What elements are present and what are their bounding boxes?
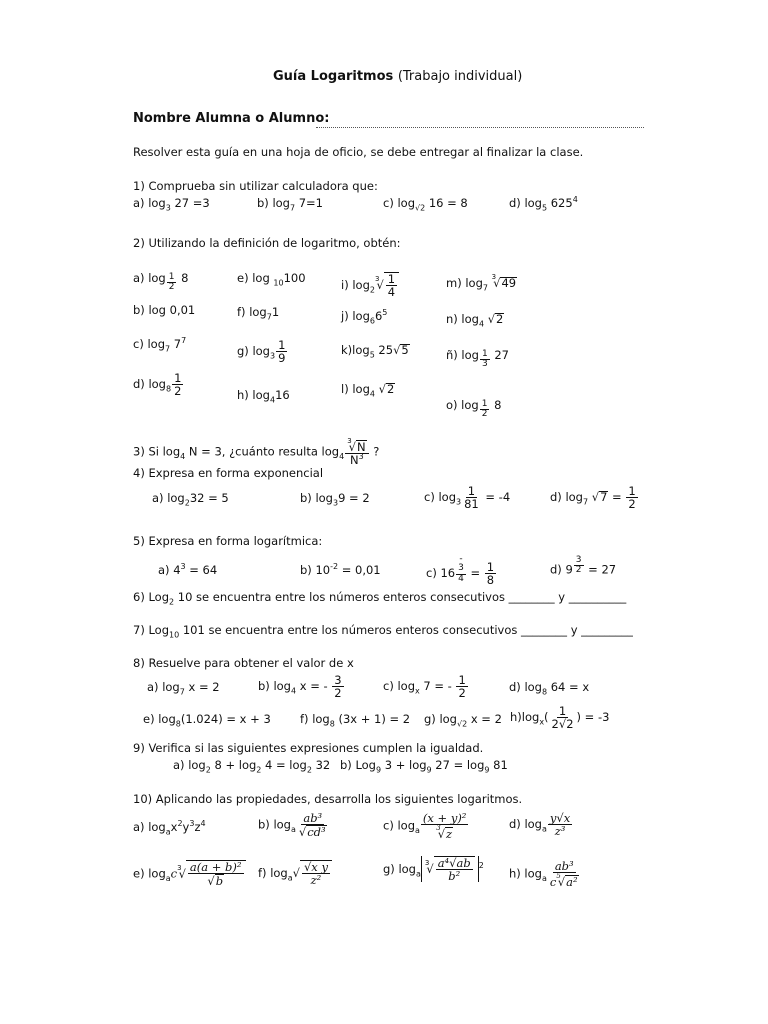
q3-text: 3) Si $\log_4 N = 3$, ¿cuánto resulta $\log_4$ $\frac{^3√ N}{N^3}$ ? [133,438,379,466]
q1-heading: 1) Comprueba sin utilizar calculadora que: [133,179,378,193]
q10-item-a: a) $\log_ax^2y^3z^4$ [133,819,206,837]
q4-item-a: a) $\log_232 = 5$ [152,491,229,508]
q2-item-m: m) $\log_7 ^3√$ 49 [446,274,517,290]
instructions: Resolver esta guía en una hoja de oficio, se debe entregar al finalizar la clase. [133,145,584,159]
name-label: Nombre Alumna o Alumno: [133,111,330,126]
q2-item-g: g) $\log_3$ $\frac{1}{9}$ [237,338,286,366]
page-title [273,70,522,83]
q2-item-n: n) $\log_4$ √ 2 [446,313,504,326]
q9-item-b: b) Log$_9$ $3 + \log_9 27 = \log_9 81$ [340,758,508,775]
q2-item-b: b) log 0,01 [133,303,196,317]
q2-item-j: j) $\log_66^5$ [341,308,388,326]
q1-item-b: b) $\log_7 7=1$ [257,196,324,213]
q10-item-h: h) $\log_a$ $\frac{\text{ab³}}{c^5√ a^2}$ [509,860,582,888]
q10-item-d: d) $\log_a$ $\frac{y√x}{\text{z³}}$ [509,811,571,839]
q1-item-c: c) $\log_{√2} 16 = 8$ [383,196,468,213]
q5-item-d: d) 9 $^{\frac{3}{2}}$ = 27 [550,555,617,577]
q10-heading: 10) Aplicando las propiedades, desarrolla los siguientes logaritmos. [133,792,523,806]
q2-heading: 2) Utilizando la definición de logaritmo, obtén: [133,236,401,250]
q10-item-g: g) $\log_a^3√$ $\frac{\text{a⁴√ab}}{\text{b²}}$ $^2$ [383,856,484,882]
q8-item-a: a) $\log_7 x = 2$ [147,680,220,697]
q2-item-c: c) $\log_7 7^7$ [133,336,187,354]
q8-item-e: e) $\log_8(1.024) = x + 3$ [143,712,271,729]
q2-item-e: e) log $_{10}$100 [237,271,306,288]
q2-item-f: f) $\log_71$ [237,305,280,322]
q8-item-d: d) $\log_8 64 = x$ [509,680,590,697]
q8-heading: 8) Resuelve para obtener el valor de x [133,656,354,670]
title-main: Guía Logaritmos [273,69,394,84]
q5-heading: 5) Expresa en forma logarítmica: [133,534,323,548]
q2-item-h: h) $\log_416$ [237,388,290,405]
q8-item-f: f) $\log_8 (3x + 1) = 2$ [300,712,411,729]
q8-item-h: $h)\log_x$( $\frac{1}{2√2}$ ) = -3 [510,704,610,732]
q1-item-a: a) $\log_3 27 =3$ [133,196,210,213]
q10-item-b: b) $\log_a$ ab³ √ cd³ [258,812,330,838]
q2-item-d: d) $\log_8$ $\frac{1}{2}$ [133,371,182,399]
q10-item-e: e) $\log_ac^3√$ a(a + b)² √ b [133,860,246,887]
q4-item-b: b) $\log_39 = 2$ [300,491,370,508]
q8-item-g: g) $\log_{√2} x = 2$ [424,712,502,729]
q9-item-a: a) $\log_2 8 + \log_2 4 = \log_2 32$ [173,758,331,775]
name-field-line[interactable] [316,127,644,128]
title-subtitle: (Trabajo individual) [397,69,523,84]
q2-item-o: o) log $_{\frac{1}{2}}$ 8 [446,398,502,420]
q4-item-d: d) $\log_7$ √ 7 = $\frac{1}{2}$ [550,485,639,510]
q4-item-c: c) $\log_3$ $\frac{1}{81}$ = -4 [424,484,511,512]
q5-item-b: b) $10^{-2} = 0,01$ [300,562,381,577]
q10-item-f: f) $\log_a√$ $\frac{\text{√x y}}{\text{z²}}$ [258,860,332,886]
q2-item-i: i) $\log_2^3√$ $\frac{1}{4}$ [341,272,399,298]
q2-item-nn: ñ) log $_{\frac{1}{3}}$ 27 [446,348,509,370]
q8-item-b: b) $\log_4 x$ = - $\frac{3}{2}$ [258,673,342,701]
q2-item-a: a) log $_{\frac{1}{2}}$ 8 [133,271,189,293]
q2-item-l: l) $\log_4$ √ 2 [341,383,395,396]
q7-text: 7) Log$_{10}$ 101 se encuentra entre los números enteros consecutivos ________ y _________ [133,623,633,640]
q2-item-k: $k)\log_5$ 25√ 5 [341,344,410,357]
q6-text: 6) Log$_2$ 10 se encuentra entre los números enteros consecutivos ________ y __________ [133,590,627,607]
q10-item-c: c) $\log_a$ $\frac{\text{(x + y)²}}{^3√ z}$ [383,812,469,840]
q5-item-a: a) $4^3 = 64$ [158,562,218,577]
q9-heading: 9) Verifica si las siguientes expresiones cumplen la igualdad. [133,741,484,755]
q1-item-d: d) $\log_5 625^4$ [509,195,578,213]
q4-heading: 4) Expresa en forma exponencial [133,466,324,480]
q5-item-c: c) $16^{- 3 4}$ = $\frac{1}{8}$ [426,554,495,587]
q8-item-c: c) $\log_x 7$ = - $\frac{1}{2}$ [383,673,466,701]
